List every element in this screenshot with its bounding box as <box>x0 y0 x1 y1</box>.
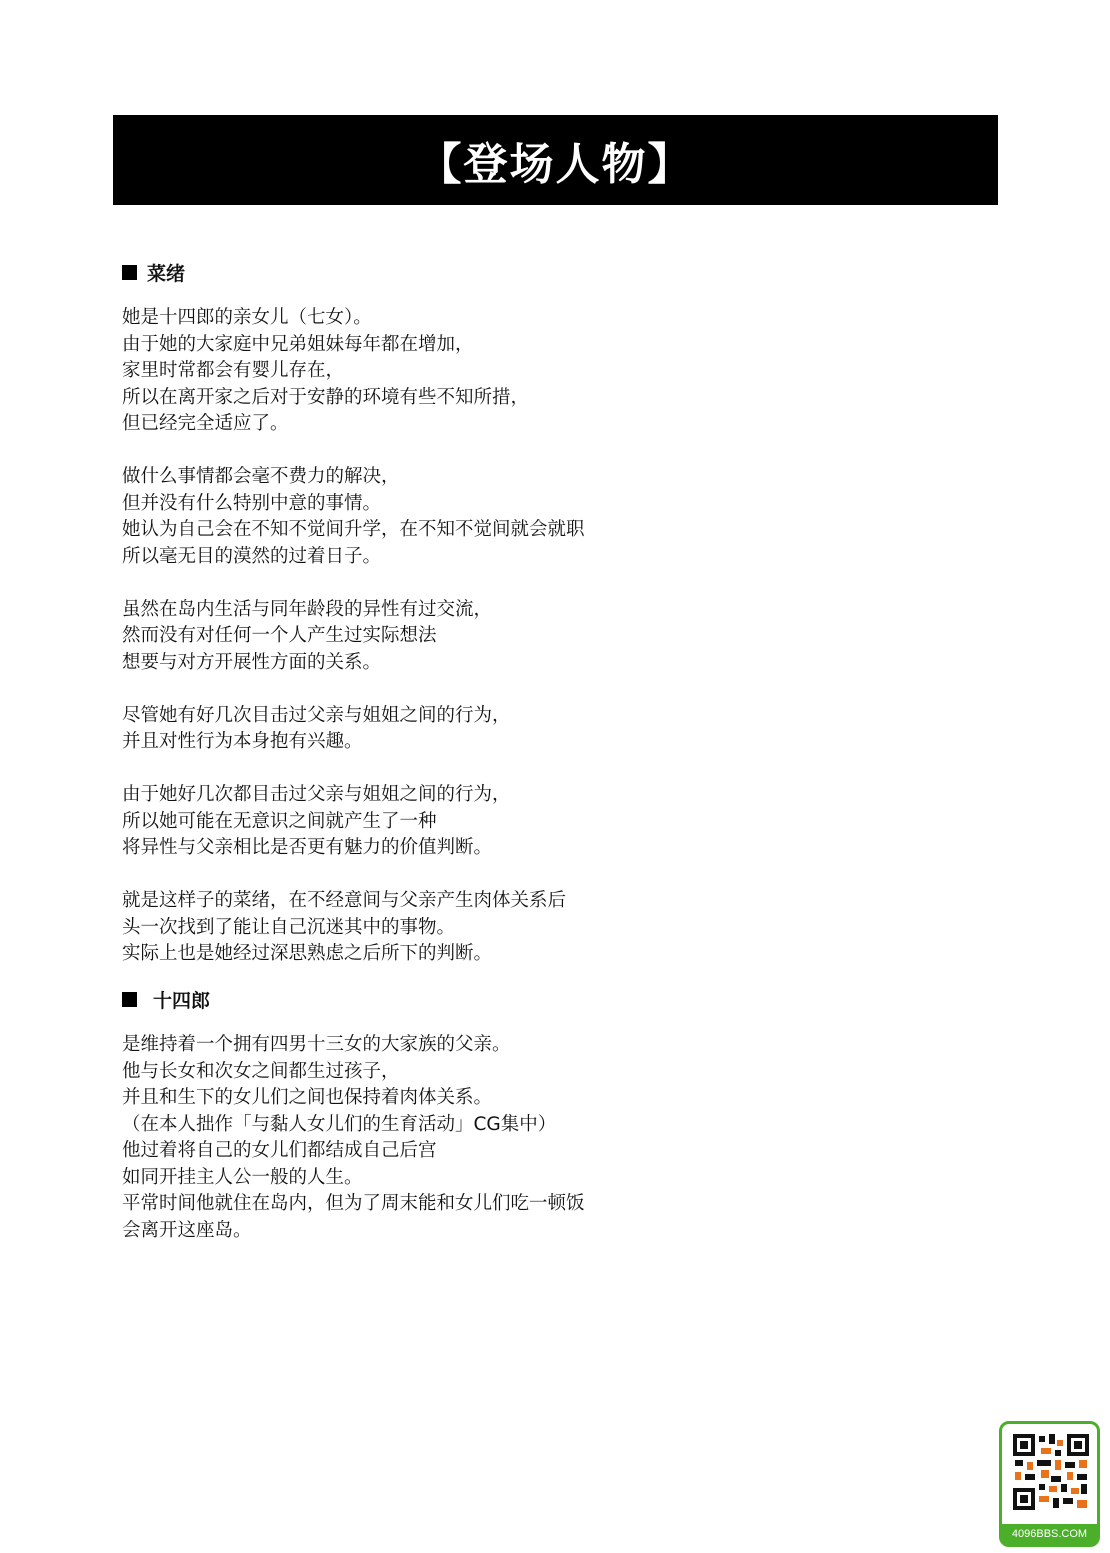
text-line: 由于她好几次都目击过父亲与姐姐之间的行为， <box>122 784 511 805</box>
text-line: 但并没有什么特别中意的事情。 <box>122 492 382 514</box>
text-line: 会离开这座岛。 <box>122 1219 252 1241</box>
character-section-jushiro <box>122 986 682 1244</box>
section-heading-text: 菜绪 <box>147 262 186 285</box>
text-line: 头一次找到了能让自己沉迷其中的事物。 <box>122 916 456 938</box>
section-heading <box>122 259 682 285</box>
page-title: 【登场人物】 <box>417 139 694 190</box>
paragraph <box>122 597 682 677</box>
text-line: 虽然在岛内生活与同年龄段的异性有过交流， <box>122 598 493 620</box>
text-line: 他与长女和次女之间都生过孩子， <box>122 1060 400 1082</box>
text-line: 做什么事情都会毫不费力的解决， <box>122 466 400 487</box>
character-section-naoi <box>122 259 682 968</box>
paragraph <box>122 464 682 570</box>
page-title-banner <box>113 115 998 205</box>
section-heading <box>122 986 682 1012</box>
watermark-badge[interactable] <box>999 1421 1100 1547</box>
text-line: 她认为自己会在不知不觉间升学，在不知不觉间就会就职 <box>122 519 585 540</box>
text-line: 想要与对方开展性方面的关系。 <box>122 651 382 673</box>
text-line: （在本人拙作「与黏人女儿们的生育活动」CG集中） <box>122 1113 557 1135</box>
square-bullet-icon <box>122 265 137 280</box>
text-line: 就是这样子的菜绪，在不经意间与父亲产生肉体关系后 <box>122 890 567 911</box>
paragraph <box>122 305 682 438</box>
paragraph <box>122 703 682 756</box>
text-line: 他过着将自己的女儿们都结成自己后宫 <box>122 1140 437 1161</box>
text-line: 所以在离开家之后对于安静的环境有些不知所措， <box>122 386 530 408</box>
text-line: 由于她的大家庭中兄弟姐妹每年都在增加， <box>122 333 474 355</box>
watermark-label: 4096BBS.COM <box>1002 1524 1097 1544</box>
text-line: 尽管她有好几次目击过父亲与姐姐之间的行为， <box>122 704 511 726</box>
text-line: 所以她可能在无意识之间就产生了一种 <box>122 810 437 832</box>
text-line: 并且和生下的女儿们之间也保持着肉体关系。 <box>122 1087 493 1108</box>
text-line: 如同开挂主人公一般的人生。 <box>122 1166 363 1188</box>
text-line: 她是十四郎的亲女儿（七女）。 <box>122 307 372 328</box>
text-line: 是维持着一个拥有四男十三女的大家族的父亲。 <box>122 1034 511 1055</box>
paragraph <box>122 782 682 862</box>
text-line: 然而没有对任何一个人产生过实际想法 <box>122 625 437 646</box>
text-line: 所以毫无目的漠然的过着日子。 <box>122 545 382 567</box>
text-line: 将异性与父亲相比是否更有魅力的价值判断。 <box>122 837 493 858</box>
text-line: 并且对性行为本身抱有兴趣。 <box>122 731 363 752</box>
paragraph <box>122 888 682 968</box>
text-line: 家里时常都会有婴儿存在， <box>122 360 345 381</box>
text-line: 但已经完全适应了。 <box>122 413 289 434</box>
paragraph <box>122 1032 682 1244</box>
section-heading-text: 十四郎 <box>153 989 211 1012</box>
qr-code-icon <box>1011 1432 1091 1512</box>
text-line: 平常时间他就住在岛内，但为了周末能和女儿们吃一顿饭 <box>122 1193 585 1214</box>
square-bullet-icon <box>122 992 137 1007</box>
text-line: 实际上也是她经过深思熟虑之后所下的判断。 <box>122 943 493 964</box>
